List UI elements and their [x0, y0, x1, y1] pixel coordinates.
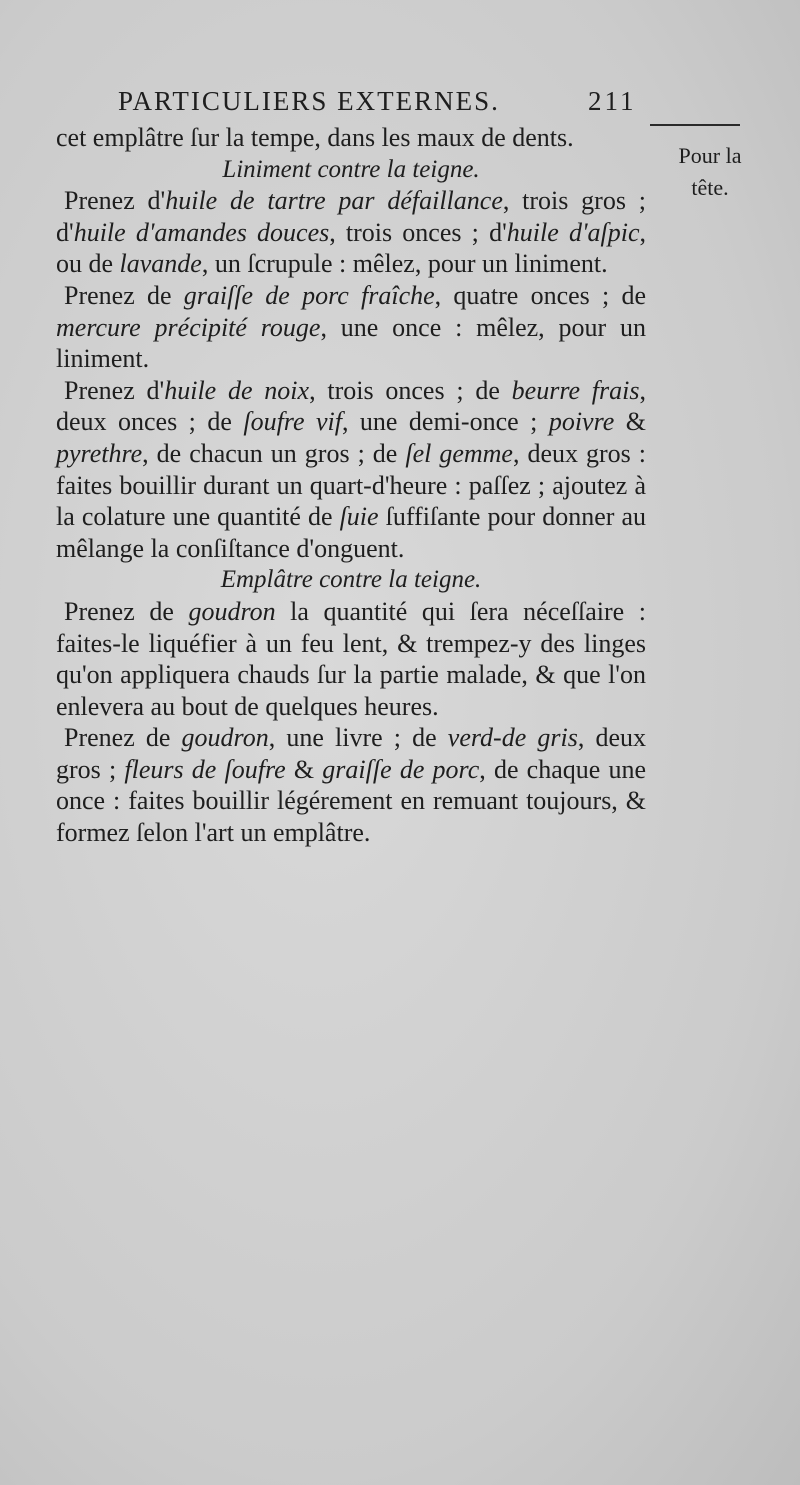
ingredient: huile de tartre par défaillance	[165, 186, 503, 216]
ingredient: ſoufre vif	[243, 407, 342, 437]
ingredient: pyrethre	[56, 438, 143, 468]
page-header	[118, 86, 658, 122]
ingredient: mercure précipité rouge	[56, 312, 321, 342]
margin-note	[660, 140, 760, 204]
ingredient: huile d'amandes douces	[73, 217, 330, 247]
ingredient: goudron	[188, 596, 276, 626]
ingredient: goudron	[181, 723, 269, 753]
recipe-paragraph: Prenez de graiſſe de porc fraîche, quatre onces ; de mercure précipité rouge, une once : mêlez, pour un liniment.	[56, 280, 646, 374]
ingredient: fleurs de ſoufre	[124, 754, 286, 784]
continuation-paragraph	[56, 122, 646, 154]
body-text	[56, 122, 646, 849]
page-number: 211	[588, 86, 637, 116]
ingredient: ſuie	[339, 502, 379, 532]
recipe-paragraph: Prenez d'huile de noix, trois onces ; de beurre frais, deux onces ; de ſoufre vif, une demi-once ; poivre & pyrethre, de chacun un gros ; de ſel gemme, deux gros : faites bouillir durant un quart-d'heure : paſſez ; ajoutez à la colature une quantité de ſuie ſuffiſante pour donner au mêlange la conſiſtance d'onguent.	[56, 375, 647, 563]
recipe-paragraph: Prenez de goudron la quantité qui ſera néceſſaire : faites-le liquéfier à un feu lent, & trempez-y des linges qu'on appliquera chauds ſur la partie malade, & que l'on enlevera au bout de quelques heures.	[56, 596, 647, 721]
ingredient: poivre	[548, 407, 615, 437]
ingredient: graiſſe de porc	[322, 754, 480, 784]
margin-note-line-1: Pour la	[678, 143, 742, 168]
ingredient: ſel gemme	[405, 438, 513, 468]
ingredient: verd-de gris	[447, 723, 578, 753]
ingredient: beurre frais	[511, 375, 640, 405]
margin-rule	[650, 124, 740, 126]
ingredient: huile de noix	[164, 375, 310, 405]
section-heading-emplatre: Emplâtre contre la teigne.	[220, 566, 482, 594]
recipe-paragraph: Prenez d'huile de tartre par défaillance, trois gros ; d'huile d'amandes douces, trois onces ; d'huile d'aſpic, ou de lavande, un ſcrupule : mêlez, pour un liniment.	[56, 186, 646, 279]
ingredient: huile d'aſpic	[506, 217, 640, 247]
running-title: PARTICULIERS EXTERNES.	[118, 86, 500, 116]
recipe-paragraph: Prenez de goudron, une livre ; de verd-de gris, deux gros ; fleurs de ſoufre & graiſſe de porc, de chaque une once : faites bouillir légérement en remuant toujours, & formez ſelon l'art un emplâtre.	[56, 723, 647, 848]
ingredient: graiſſe de porc fraîche	[183, 280, 435, 310]
ingredient: lavande	[119, 249, 202, 279]
continuation-text: cet emplâtre ſur la tempe, dans les maux de dents.	[56, 123, 574, 152]
section-heading-liniment: Liniment contre la teigne.	[222, 155, 480, 183]
margin-note-line-2: tête.	[691, 175, 729, 200]
